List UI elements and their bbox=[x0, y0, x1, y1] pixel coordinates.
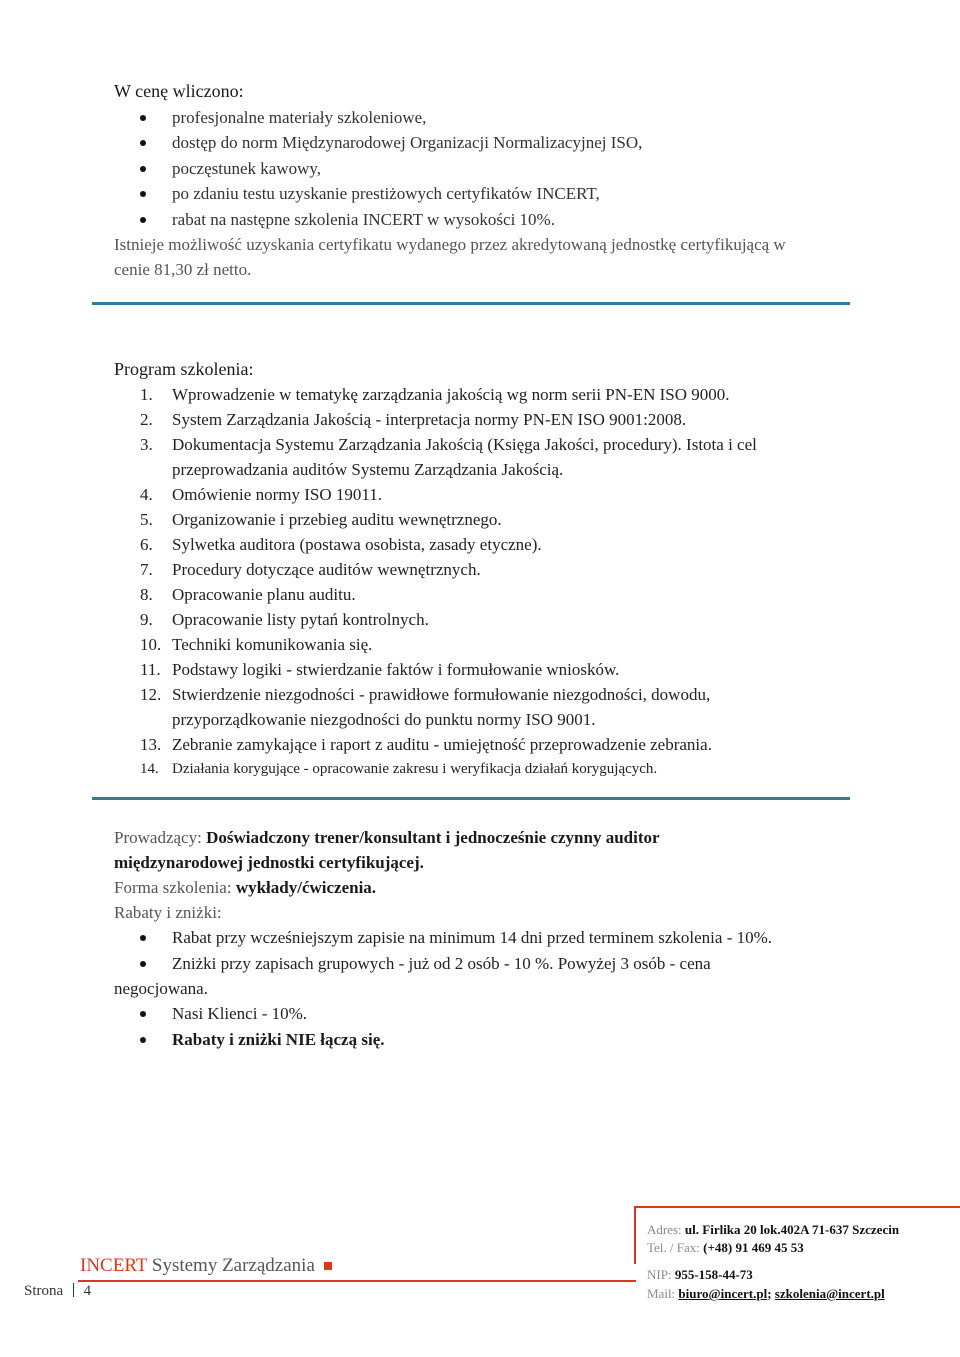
phone-value: (+48) 91 469 45 53 bbox=[703, 1240, 804, 1255]
program-item-number: 2. bbox=[140, 410, 153, 429]
program-item-number: 5. bbox=[140, 510, 153, 529]
mail-separator: ; bbox=[767, 1286, 775, 1301]
bullet-icon bbox=[140, 961, 146, 967]
program-item-number: 12. bbox=[140, 685, 162, 704]
bullet-icon bbox=[140, 166, 146, 172]
discount-item: Rabat przy wcześniejszym zapisie na minimum 14 dni przed terminem szkolenia - 10%. bbox=[172, 928, 773, 947]
page-footer bbox=[24, 1283, 91, 1300]
mail-link-biuro[interactable]: biuro@incert.pl bbox=[678, 1286, 768, 1301]
program-heading: Program szkolenia: bbox=[114, 359, 254, 379]
bullet-icon bbox=[140, 1011, 146, 1017]
program-item: Podstawy logiki - stwierdzanie faktów i formułowanie wniosków. bbox=[172, 660, 620, 679]
nip-line bbox=[647, 1267, 753, 1283]
trainer-value-cont: międzynarodowej jednostki certyfikującej. bbox=[114, 853, 424, 872]
program-item: Stwierdzenie niezgodności - prawidłowe formułowanie niezgodności, dowodu, bbox=[172, 685, 711, 704]
section-divider bbox=[92, 797, 850, 800]
program-item-cont: przeprowadzania auditów Systemu Zarządzania Jakością. bbox=[172, 460, 564, 479]
included-item: po zdaniu testu uzyskanie prestiżowych certyfikatów INCERT, bbox=[172, 184, 600, 203]
program-item: Opracowanie planu auditu. bbox=[172, 585, 356, 604]
program-item: Wprowadzenie w tematykę zarządzania jakością wg norm serii PN-EN ISO 9000. bbox=[172, 385, 730, 404]
certificate-note: Istnieje możliwość uzyskania certyfikatu wydanego przez akredytowaną jednostkę certyfikującą w bbox=[114, 235, 786, 254]
program-item-number: 3. bbox=[140, 435, 153, 454]
program-item-number: 13. bbox=[140, 735, 162, 754]
included-heading: W cenę wliczono: bbox=[114, 81, 244, 101]
bullet-icon bbox=[140, 140, 146, 146]
discount-item-cont: negocjowana. bbox=[114, 979, 208, 998]
form-label: Forma szkolenia: bbox=[114, 878, 236, 897]
trainer-line bbox=[114, 825, 660, 850]
trainer-label: Prowadzący: bbox=[114, 828, 207, 847]
program-item-cont: przyporządkowanie niezgodności do punktu normy ISO 9001. bbox=[172, 710, 596, 729]
included-item: profesjonalne materiały szkoleniowe, bbox=[172, 108, 427, 127]
program-item-number: 6. bbox=[140, 535, 153, 554]
program-item-number: 7. bbox=[140, 560, 153, 579]
mail-label: Mail: bbox=[647, 1286, 679, 1301]
nip-label: NIP: bbox=[647, 1267, 675, 1282]
form-line bbox=[114, 875, 376, 900]
program-item: Dokumentacja Systemu Zarządzania Jakością (Księga Jakości, procedury). Istota i cel bbox=[172, 435, 757, 454]
phone-line bbox=[647, 1240, 804, 1256]
program-item-number: 8. bbox=[140, 585, 153, 604]
page-number: 4 bbox=[83, 1283, 92, 1299]
certificate-note-cont: cenie 81,30 zł netto. bbox=[114, 260, 252, 279]
program-item: Zebranie zamykające i raport z auditu - umiejętność przeprowadzenie zebrania. bbox=[172, 735, 712, 754]
company-logo bbox=[80, 1255, 332, 1277]
address-label: Adres: bbox=[647, 1222, 685, 1237]
bullet-icon bbox=[140, 191, 146, 197]
program-item-number: 11. bbox=[140, 660, 161, 679]
program-item: Opracowanie listy pytań kontrolnych. bbox=[172, 610, 429, 629]
bullet-icon bbox=[140, 935, 146, 941]
address-line bbox=[647, 1222, 899, 1238]
footer-brand-underline bbox=[78, 1280, 636, 1282]
section-divider bbox=[92, 302, 850, 305]
included-item: dostęp do norm Międzynarodowej Organizacji Normalizacyjnej ISO, bbox=[172, 133, 643, 152]
phone-label: Tel. / Fax: bbox=[647, 1240, 704, 1255]
bullet-icon bbox=[140, 115, 146, 121]
program-item: Działania korygujące - opracowanie zakresu i weryfikacja działań korygujących. bbox=[172, 761, 658, 777]
program-item: Organizowanie i przebieg auditu wewnętrznego. bbox=[172, 510, 502, 529]
program-item: Omówienie normy ISO 19011. bbox=[172, 485, 382, 504]
bullet-icon bbox=[140, 1037, 146, 1043]
footer-top-border bbox=[634, 1206, 960, 1208]
bullet-icon bbox=[140, 217, 146, 223]
included-item: rabat na następne szkolenia INCERT w wysokości 10%. bbox=[172, 210, 555, 229]
page-separator bbox=[73, 1283, 74, 1297]
address-value: ul. Firlika 20 lok.402A 71-637 Szczecin bbox=[684, 1222, 900, 1237]
program-item-number: 10. bbox=[140, 635, 162, 654]
discount-item: Zniżki przy zapisach grupowych - już od 2 osób - 10 %. Powyżej 3 osób - cena bbox=[172, 954, 711, 973]
footer-left-border bbox=[634, 1206, 636, 1264]
program-item-number: 4. bbox=[140, 485, 153, 504]
program-item: System Zarządzania Jakością - interpretacja normy PN-EN ISO 9001:2008. bbox=[172, 410, 687, 429]
mail-line bbox=[647, 1286, 885, 1302]
logo-text: Systemy Zarządzania bbox=[147, 1255, 315, 1276]
discounts-label: Rabaty i zniżki: bbox=[114, 903, 222, 922]
mail-link-szkolenia[interactable]: szkolenia@incert.pl bbox=[774, 1286, 885, 1301]
included-item: poczęstunek kawowy, bbox=[172, 159, 322, 178]
logo-square-icon bbox=[324, 1262, 332, 1270]
form-value: wykłady/ćwiczenia. bbox=[235, 878, 377, 897]
program-item: Sylwetka auditora (postawa osobista, zasady etyczne). bbox=[172, 535, 542, 554]
discount-item: Nasi Klienci - 10%. bbox=[172, 1004, 308, 1023]
program-item-number: 14. bbox=[140, 761, 159, 777]
program-item: Techniki komunikowania się. bbox=[172, 635, 373, 654]
program-item-number: 9. bbox=[140, 610, 153, 629]
page-label: Strona bbox=[24, 1283, 64, 1299]
program-item: Procedury dotyczące auditów wewnętrznych. bbox=[172, 560, 481, 579]
nip-value: 955-158-44-73 bbox=[674, 1267, 753, 1282]
program-item-number: 1. bbox=[140, 385, 153, 404]
logo-text-strong: INCERT bbox=[80, 1255, 148, 1276]
trainer-value: Doświadczony trener/konsultant i jednocześnie czynny auditor bbox=[206, 828, 660, 847]
discount-item-bold: Rabaty i zniżki NIE łączą się. bbox=[172, 1030, 385, 1049]
